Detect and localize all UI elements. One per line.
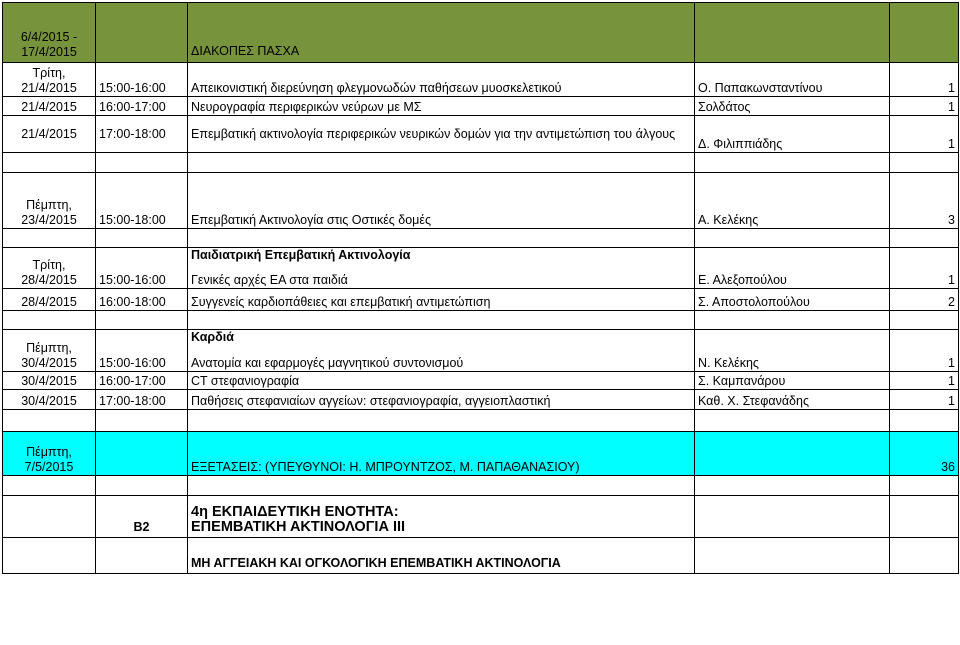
date: 28/4/2015 xyxy=(21,273,77,287)
date: 30/4/2015 xyxy=(3,390,96,410)
date: 23/4/2015 xyxy=(21,213,77,227)
date: 7/5/2015 xyxy=(24,460,74,474)
schedule-table xyxy=(2,2,959,574)
hours: 36 xyxy=(890,432,959,476)
hours: 1 xyxy=(890,63,959,97)
date-cell xyxy=(3,330,96,372)
unit-title-cell xyxy=(188,496,695,538)
date-cell xyxy=(3,432,96,476)
topic: Παθήσεις στεφανιαίων αγγείων: στεφανιογραφία, αγγειοπλαστική xyxy=(188,390,695,410)
weekday: Πέμπτη, xyxy=(26,341,72,355)
spacer-row xyxy=(3,410,959,432)
topic: Συγγενείς καρδιοπάθειες και επεμβατική αντιμετώπιση xyxy=(188,289,695,311)
exam-row xyxy=(3,432,959,476)
hours: 1 xyxy=(890,330,959,372)
date: 28/4/2015 xyxy=(3,289,96,311)
topic-cell xyxy=(188,248,695,289)
topic: Επεμβατική ακτινολογία περιφερικών νευρικών δομών για την αντιμετώπιση του άλγους xyxy=(188,116,695,153)
holiday-row xyxy=(3,3,959,63)
spacer-row xyxy=(3,229,959,248)
time: 16:00-18:00 xyxy=(96,289,188,311)
weekday: Πέμπτη, xyxy=(26,198,72,212)
unit-subtitle: ΕΠΕΜΒΑΤΙΚΗ ΑΚΤΙΝΟΛΟΓΙΑ III xyxy=(191,519,406,535)
holiday-topic: ΔΙΑΚΟΠΕΣ ΠΑΣΧΑ xyxy=(188,3,695,63)
instructor: Δ. Φιλιππιάδης xyxy=(695,116,890,153)
instructor: Α. Κελέκης xyxy=(695,173,890,229)
instructor: Ν. Κελέκης xyxy=(695,330,890,372)
lecture-row xyxy=(3,63,959,97)
instructor: Σ. Καμπανάρου xyxy=(695,372,890,390)
hours: 1 xyxy=(890,390,959,410)
instructor: Σ. Αποστολοπούλου xyxy=(695,289,890,311)
hours: 3 xyxy=(890,173,959,229)
date: 21/4/2015 xyxy=(3,116,96,153)
lecture-row xyxy=(3,173,959,229)
topic: Ανατομία και εφαρμογές μαγνητικού συντονισμού xyxy=(191,356,464,370)
lecture-row xyxy=(3,248,959,289)
time: 15:00-16:00 xyxy=(96,330,188,372)
topic: Γενικές αρχές ΕΑ στα παιδιά xyxy=(191,273,348,287)
topic: Νευρογραφία περιφερικών νεύρων με ΜΣ xyxy=(188,97,695,116)
unit-header-row xyxy=(3,496,959,538)
time: 15:00-16:00 xyxy=(96,63,188,97)
lecture-row xyxy=(3,372,959,390)
holiday-instructor-cell xyxy=(695,3,890,63)
weekday: Πέμπτη, xyxy=(26,445,72,459)
weekday: Τρίτη, xyxy=(32,66,66,80)
date: 30/4/2015 xyxy=(3,372,96,390)
topic: CT στεφανιογραφία xyxy=(188,372,695,390)
time: 15:00-18:00 xyxy=(96,173,188,229)
topic: Επεμβατική Ακτινολογία στις Οστικές δομές xyxy=(188,173,695,229)
lecture-row xyxy=(3,97,959,116)
time: 15:00-16:00 xyxy=(96,248,188,289)
holiday-count-cell xyxy=(890,3,959,63)
section-title-row xyxy=(3,538,959,574)
topic: Απεικονιστική διερεύνηση φλεγμονωδών παθήσεων μυοσκελετικού xyxy=(188,63,695,97)
topic-cell xyxy=(188,330,695,372)
hours: 1 xyxy=(890,372,959,390)
lecture-row xyxy=(3,330,959,372)
spacer-row xyxy=(3,311,959,330)
hours: 1 xyxy=(890,97,959,116)
spacer-row xyxy=(3,153,959,173)
lecture-row xyxy=(3,390,959,410)
date-cell xyxy=(3,248,96,289)
date: 21/4/2015 xyxy=(3,97,96,116)
holiday-time-cell xyxy=(96,3,188,63)
instructor: Ο. Παπακωνσταντίνου xyxy=(695,63,890,97)
time: 16:00-17:00 xyxy=(96,372,188,390)
lecture-row xyxy=(3,116,959,153)
weekday: Τρίτη, xyxy=(32,258,66,272)
exam-topic: ΕΞΕΤΑΣΕΙΣ: (ΥΠΕΥΘΥΝΟΙ: Η. ΜΠΡΟΥΝΤΖΟΣ, Μ. ΠΑΠΑΘΑΝΑΣΙΟΥ) xyxy=(188,432,695,476)
exam-instructor-cell xyxy=(695,432,890,476)
unit-blank-cell xyxy=(3,496,96,538)
hours: 1 xyxy=(890,248,959,289)
hours: 1 xyxy=(890,116,959,153)
section-heading: Καρδιά xyxy=(191,330,234,344)
holiday-dates: 6/4/2015 - 17/4/2015 xyxy=(3,3,96,63)
lecture-row xyxy=(3,289,959,311)
time: 16:00-17:00 xyxy=(96,97,188,116)
instructor: Ε. Αλεξοπούλου xyxy=(695,248,890,289)
date-cell xyxy=(3,63,96,97)
date-cell xyxy=(3,173,96,229)
section-title: ΜΗ ΑΓΓΕΙΑΚΗ ΚΑΙ ΟΓΚΟΛΟΓΙΚΗ ΕΠΕΜΒΑΤΙΚΗ ΑΚΤΙΝΟΛΟΓΙΑ xyxy=(188,538,695,574)
section-heading: Παιδιατρική Επεμβατική Ακτινολογία xyxy=(191,248,411,262)
instructor: Σολδάτος xyxy=(695,97,890,116)
instructor: Καθ. Χ. Στεφανάδης xyxy=(695,390,890,410)
date: 30/4/2015 xyxy=(21,356,77,370)
time: 17:00-18:00 xyxy=(96,116,188,153)
time: 17:00-18:00 xyxy=(96,390,188,410)
date: 21/4/2015 xyxy=(21,81,77,95)
exam-time-cell xyxy=(96,432,188,476)
unit-title: 4η ΕΚΠΑΙΔΕΥΤΙΚΗ ΕΝΟΤΗΤΑ: xyxy=(191,504,399,520)
unit-code: Β2 xyxy=(96,496,188,538)
hours: 2 xyxy=(890,289,959,311)
spacer-row xyxy=(3,476,959,496)
